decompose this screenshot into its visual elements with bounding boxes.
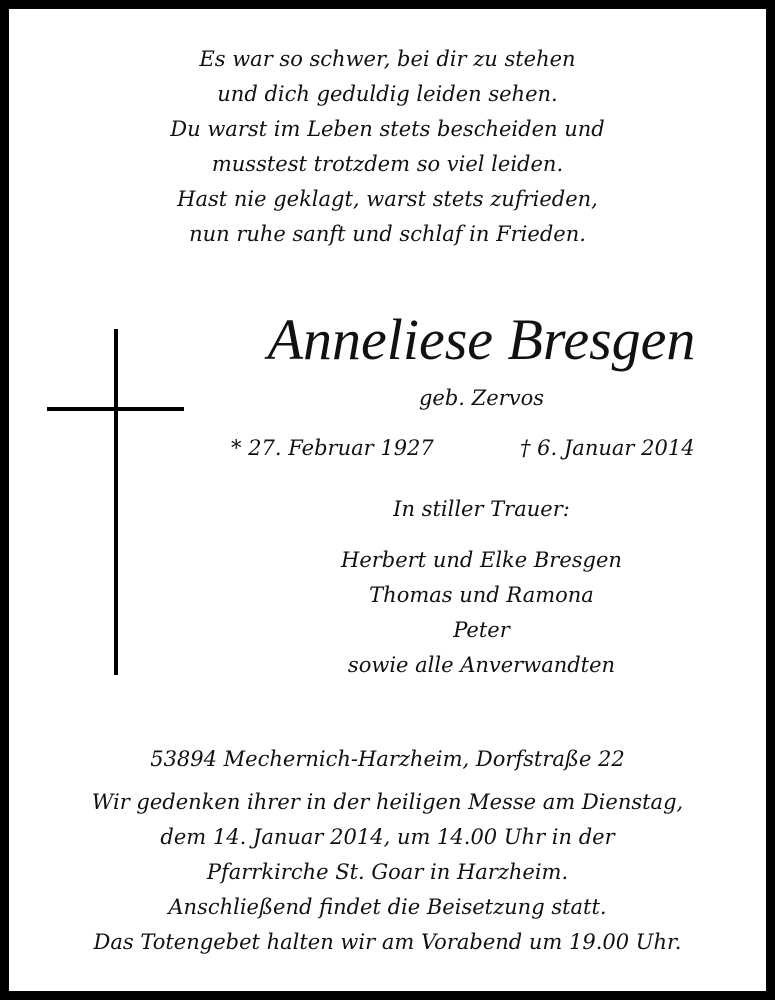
mourner-line: Herbert und Elke Bresgen	[341, 548, 622, 572]
poem-line: und dich geduldig leiden sehen.	[217, 82, 558, 106]
poem-line: Es war so schwer, bei dir zu stehen	[199, 47, 576, 71]
cross-vertical-bar	[114, 329, 118, 675]
service-line: Pfarrkirche St. Goar in Harzheim.	[206, 860, 569, 884]
address: 53894 Mechernich-Harzheim, Dorfstraße 22	[150, 747, 625, 771]
birth-date: * 27. Februar 1927	[231, 436, 434, 460]
cross-horizontal-bar	[47, 407, 184, 411]
death-date: † 6. Januar 2014	[520, 436, 695, 460]
service-line: dem 14. Januar 2014, um 14.00 Uhr in der	[160, 825, 615, 849]
mourners-heading: In stiller Trauer:	[393, 497, 570, 521]
mourner-line: Peter	[453, 618, 510, 642]
service-line: Das Totengebet halten wir am Vorabend um 19.00 Uhr.	[93, 930, 682, 954]
mourner-line: sowie alle Anverwandten	[347, 653, 616, 677]
mourner-line: Thomas und Ramona	[369, 583, 594, 607]
deceased-name: Anneliese Bresgen	[267, 307, 696, 372]
service-line: Anschließend findet die Beisetzung statt.	[168, 895, 607, 919]
poem-line: Du warst im Leben stets bescheiden und	[170, 117, 605, 141]
birth-name: geb. Zervos	[418, 386, 544, 410]
poem-line: nun ruhe sanft und schlaf in Frieden.	[189, 222, 586, 246]
poem-line: musstest trotzdem so viel leiden.	[211, 152, 564, 176]
poem-line: Hast nie geklagt, warst stets zufrieden,	[177, 187, 598, 211]
service-line: Wir gedenken ihrer in der heiligen Messe am Dienstag,	[91, 790, 684, 814]
